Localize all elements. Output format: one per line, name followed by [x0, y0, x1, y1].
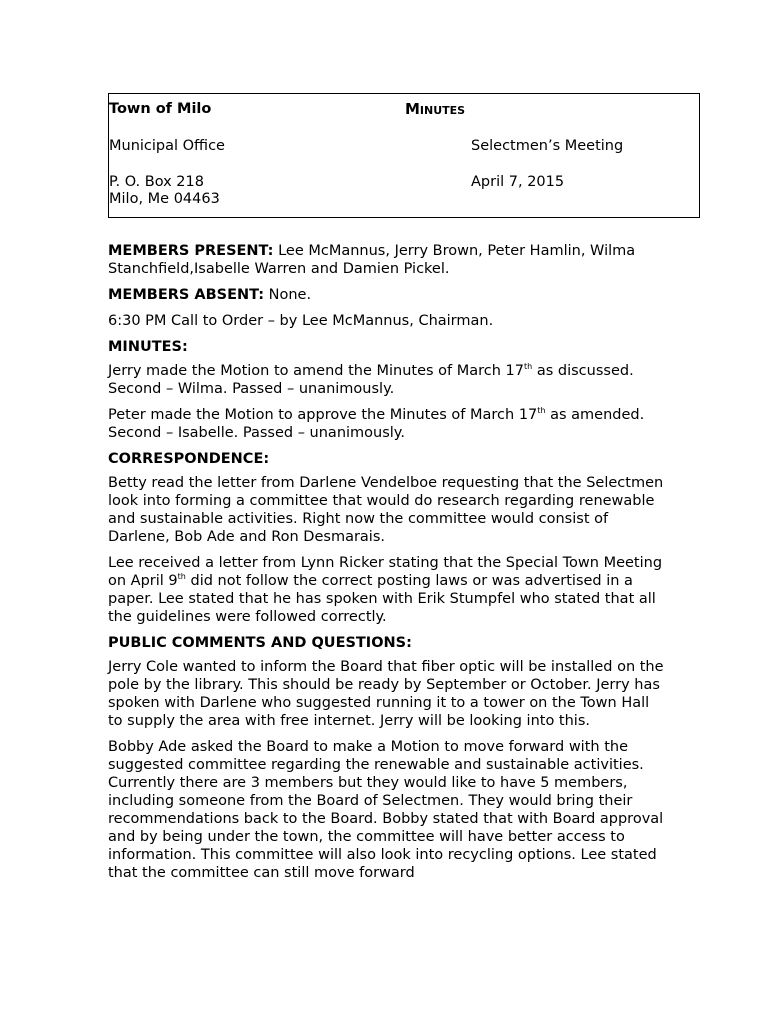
- members-absent: [108, 286, 664, 304]
- header-box: [108, 93, 700, 218]
- minutes-p1-sup: th: [524, 362, 533, 371]
- minutes-paragraph-1: [108, 362, 664, 398]
- document-type: Minutes: [405, 100, 466, 118]
- office-name: Municipal Office: [109, 138, 225, 154]
- call-to-order: 6:30 PM Call to Order – by Lee McMannus, Chairman.: [108, 313, 494, 329]
- correspondence-p2-text-a: Lee received a letter from Lynn Ricker stating that the Special Town Meeting on April 9: [108, 555, 663, 589]
- minutes-p2-sup: th: [537, 406, 546, 415]
- minutes-p1-text-b: as discussed. Second – Wilma. Passed – unanimously.: [108, 363, 634, 397]
- members-present-text: Lee McMannus, Jerry Brown, Peter Hamlin, Wilma Stanchfield,Isabelle Warren and Damien Pickel.: [108, 243, 636, 277]
- members-present: [108, 242, 664, 278]
- po-box: P. O. Box 218: [109, 174, 204, 190]
- minutes-p2-text-a: Peter made the Motion to approve the Minutes of March 17: [108, 407, 538, 423]
- members-absent-text: None.: [264, 287, 312, 303]
- minutes-p1-text-a: Jerry made the Motion to amend the Minutes of March 17: [108, 363, 525, 379]
- minutes-heading: MINUTES:: [108, 339, 188, 355]
- town-name: Town of Milo: [109, 101, 212, 117]
- minutes-p2-text-b: as amended. Second – Isabelle. Passed – unanimously.: [108, 407, 645, 441]
- public-comments-paragraph-2: Bobby Ade asked the Board to make a Motion to move forward with the suggested committee regarding the renewable and sustainable activities. Currently there are 3 members but they would like to have 5 members, including someone from the Board of Selectmen. They would bring their recommendations back to the Board. Bobby stated that with Board approval and by being under the town, the committee will have better access to information. This committee will also look into recycling options. Lee stated that the committee can still move forward: [108, 739, 664, 881]
- members-present-label: MEMBERS PRESENT:: [108, 243, 274, 259]
- correspondence-heading: CORRESPONDENCE:: [108, 451, 270, 467]
- meeting-name: Selectmen’s Meeting: [471, 138, 624, 154]
- minutes-paragraph-2: [108, 406, 664, 442]
- correspondence-p2-text-b: did not follow the correct posting laws or was advertised in a paper. Lee stated that he has spoken with Erik Stumpfel who stated that all the guidelines were followed correctly.: [108, 573, 656, 625]
- public-comments-paragraph-1: Jerry Cole wanted to inform the Board that fiber optic will be installed on the pole by the library. This should be ready by September or October. Jerry has spoken with Darlene who suggested running it to a tower on the Town Hall to supply the area with free internet. Jerry will be looking into this.: [108, 659, 664, 729]
- meeting-date: April 7, 2015: [471, 174, 565, 190]
- correspondence-paragraph-1: Betty read the letter from Darlene Vendelboe requesting that the Selectmen look into forming a committee that would do research regarding renewable and sustainable activities. Right now the committee would consist of Darlene, Bob Ade and Ron Desmarais.: [108, 475, 664, 545]
- public-comments-heading: PUBLIC COMMENTS AND QUESTIONS:: [108, 635, 412, 651]
- minutes-body: [108, 242, 664, 890]
- correspondence-p2-sup: th: [177, 572, 186, 581]
- correspondence-paragraph-2: [108, 554, 664, 626]
- document-page: [108, 93, 700, 881]
- members-absent-label: MEMBERS ABSENT:: [108, 287, 265, 303]
- city-zip: Milo, Me 04463: [109, 191, 220, 207]
